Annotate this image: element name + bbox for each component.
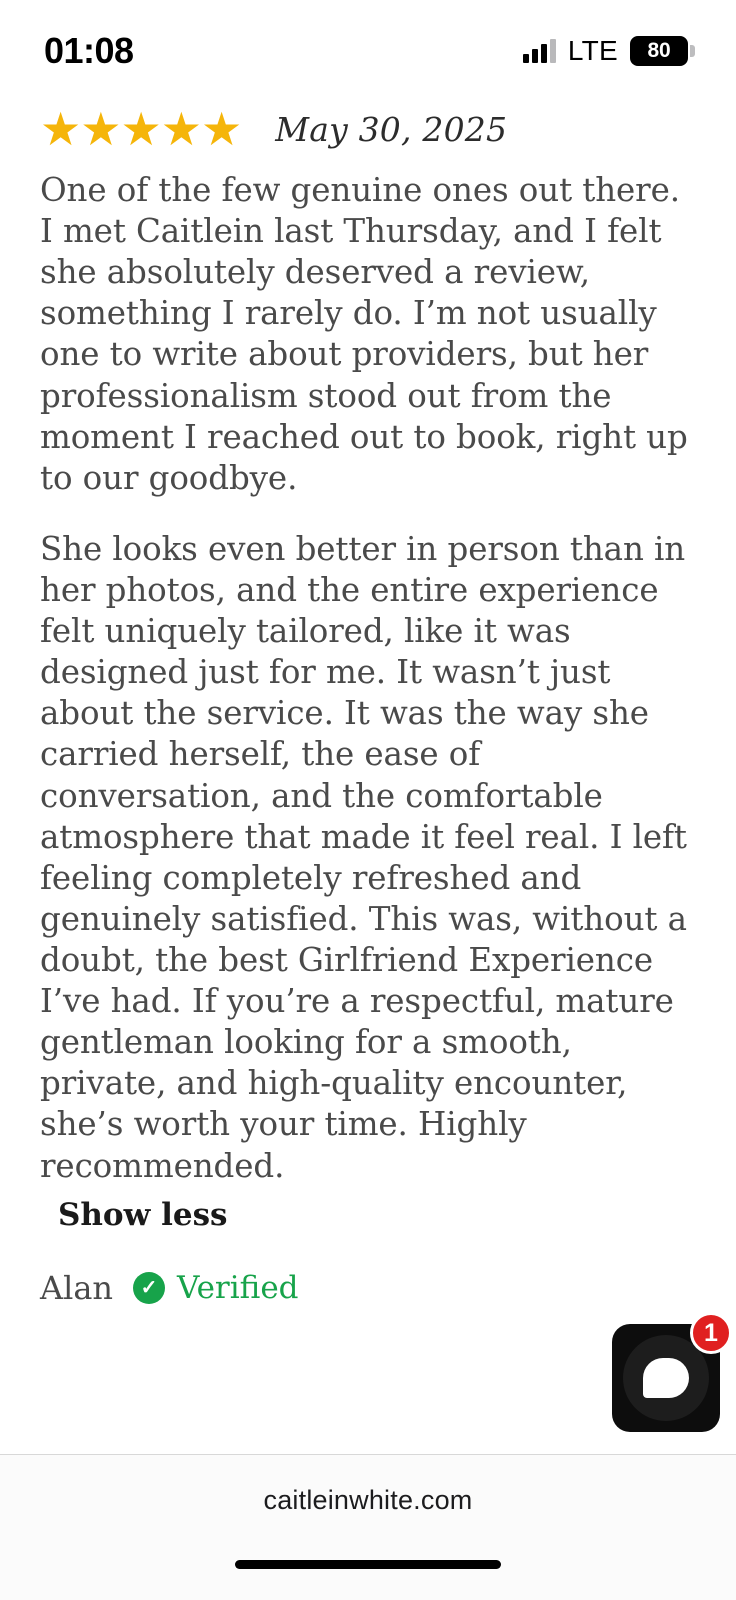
home-indicator-area — [0, 1546, 736, 1600]
status-bar — [0, 0, 736, 96]
cellular-signal-icon — [523, 39, 556, 63]
review-date: May 30, 2025 — [275, 109, 508, 149]
verified-check-icon: ✓ — [133, 1272, 165, 1304]
verified-label: Verified — [177, 1269, 299, 1306]
network-type-label: LTE — [567, 35, 618, 66]
review-paragraph-1: One of the few genuine ones out there. I met Caitlein last Thursday, and I felt she absolutely deserved a review, something I rarely do. I’m not usually one to write about providers, but her professionalism stood out from the moment I reached out to book, right up to our goodbye. — [40, 171, 688, 497]
reviewer-name: Alan — [40, 1268, 114, 1307]
star-rating-icon: ★★★★★ — [40, 103, 242, 155]
status-bar-clock: 01:08 — [44, 30, 134, 71]
browser-address-bar[interactable] — [0, 1454, 736, 1546]
review-paragraph-2: She looks even better in person than in her photos, and the entire experience felt uniquely tailored, like it was designed just for me. It wasn’t just about the service. It was the way she carried herself, the ease of conversation, and the comfortable atmosphere that made it feel real. I left feeling completely refreshed and genuinely satisfied. This was, without a doubt, the best Girlfriend Experience I’ve had. If you’re a respectful, mature gentleman looking for a smooth, private, and high-quality encounter, she’s worth your time. Highly recommended. — [40, 529, 687, 1185]
chat-unread-badge: 1 — [690, 1312, 732, 1354]
review-header — [40, 96, 696, 170]
verified-badge — [133, 1270, 299, 1306]
battery-icon — [630, 36, 688, 66]
status-bar-indicators — [523, 29, 688, 67]
review-panel — [0, 96, 736, 1454]
review-text — [40, 170, 696, 1187]
reviewer-row — [40, 1269, 696, 1307]
chat-widget-button[interactable] — [612, 1318, 720, 1432]
battery-level-label: 80 — [647, 39, 671, 62]
home-indicator[interactable] — [235, 1560, 501, 1569]
show-less-toggle[interactable]: Show less — [58, 1196, 228, 1233]
browser-url-label[interactable]: caitleinwhite.com — [263, 1485, 473, 1515]
